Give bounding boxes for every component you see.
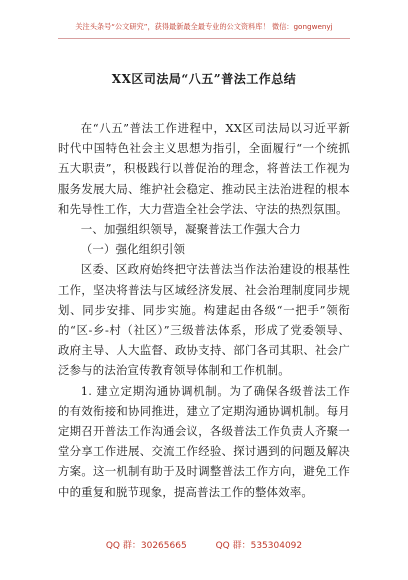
qq-group-1: QQ 群：30265665 [105, 541, 187, 551]
header-divider [58, 38, 350, 39]
subsection-heading: （一）强化组织引领 [80, 242, 186, 257]
document-body [58, 118, 350, 502]
footer-contact [0, 538, 408, 551]
qq-group-2: QQ 群：535304092 [215, 541, 303, 551]
section-heading: 一、加强组织领导，凝聚普法工作强大合力 [80, 222, 302, 237]
subsection-paragraph: 区委、区政府始终把守法普法当作法治建设的根基性工作，坚决将普法与区域经济发展、社会治理制度同步规划、同步安排、同步实施。构建起由各级“一把手”领衔的“区-乡-村（社区）”三级普法体系，形成了党委领导、政府主导、人大监督、政协支持、部门各司其职、社会广泛参与的法治宣传教育领导体制和工作机制。 [58, 262, 350, 378]
intro-paragraph: 在“八五”普法工作进程中，XX区司法局以习近平新时代中国特色社会主义思想为指引，全面履行“一个统抓五大职责”，积极践行以普促治的理念，将普法工作视为服务发展大局、维护社会稳定、推动民主法治进程的根本和先导性工作，大力营造全社会学法、守法的热烈氛围。 [58, 121, 350, 216]
item-paragraph: 1. 建立定期沟通协调机制。为了确保各级普法工作的有效衔接和协同推进，建立了定期沟通协调机制。每月定期召开普法工作沟通会议，各级普法工作负责人齐聚一堂分享工作进展、交流工作经验、探讨遇到的问题及解决方案。这一机制有助于及时调整普法工作方向，避免工作中的重复和脱节现象，提高普法工作的整体效率。 [58, 383, 350, 499]
document-title: XX区司法局“八五”普法工作总结 [111, 72, 297, 86]
header-banner: 关注头条号“公文研究”，获得最新最全最专业的公文资料库！ 微信：gongwenyj [75, 22, 333, 31]
